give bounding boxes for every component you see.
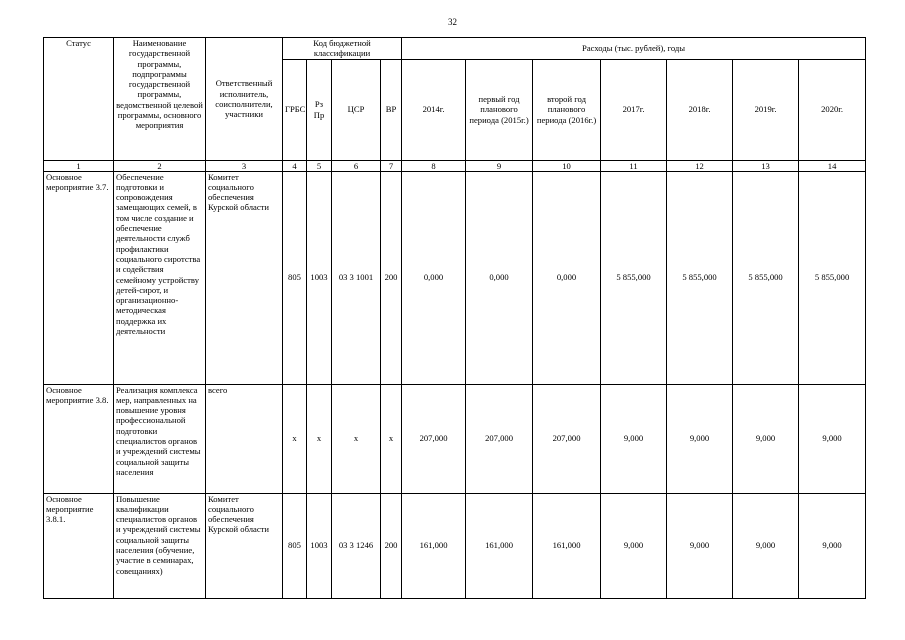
- csr-cell: 03 3 1246: [332, 493, 381, 598]
- header-status: Статус: [44, 38, 114, 161]
- name-cell: Повышение квалификации специалистов органов и учреждений системы социальной защиты населения (обучение, участие в семинарах, совещаниях): [114, 493, 206, 598]
- status-cell: Основное мероприятие 3.8.1.: [44, 493, 114, 598]
- expense-2020-cell: 5 855,000: [799, 171, 866, 384]
- grbs-cell: 805: [283, 493, 307, 598]
- header-vr: ВР: [381, 59, 402, 160]
- csr-cell: 03 3 1001: [332, 171, 381, 384]
- header-rzpr: Рз Пр: [307, 59, 332, 160]
- column-number: 1: [44, 160, 114, 171]
- expense-2014-cell: 207,000: [402, 384, 466, 493]
- expense-2018-cell: 5 855,000: [667, 171, 733, 384]
- header-csr: ЦСР: [332, 59, 381, 160]
- expense-2019-cell: 5 855,000: [733, 171, 799, 384]
- expense-2016-cell: 207,000: [533, 384, 601, 493]
- expense-2019-cell: 9,000: [733, 384, 799, 493]
- rzpr-cell: 1003: [307, 171, 332, 384]
- responsible-cell: всего: [206, 384, 283, 493]
- expense-2015-cell: 0,000: [466, 171, 533, 384]
- expense-2020-cell: 9,000: [799, 493, 866, 598]
- budget-table: [43, 37, 866, 599]
- header-2016: второй год планового периода (2016г.): [533, 59, 601, 160]
- vr-cell: 200: [381, 171, 402, 384]
- header-grbs: ГРБС: [283, 59, 307, 160]
- name-cell: Реализация комплекса мер, направленных на повышение уровня профессиональной подготовки специалистов органов и учреждений системы социальной защиты населения: [114, 384, 206, 493]
- column-number: 9: [466, 160, 533, 171]
- column-number: 6: [332, 160, 381, 171]
- expense-2014-cell: 161,000: [402, 493, 466, 598]
- vr-cell: x: [381, 384, 402, 493]
- expense-2016-cell: 161,000: [533, 493, 601, 598]
- expense-2020-cell: 9,000: [799, 384, 866, 493]
- grbs-cell: 805: [283, 171, 307, 384]
- header-expenses: Расходы (тыс. рублей), годы: [402, 38, 866, 60]
- column-number: 13: [733, 160, 799, 171]
- name-cell: Обеспечение подготовки и сопровождения замещающих семей, в том числе создание и обеспечение деятельности служб профилактики социального сиротства и содействия семейному устройству детей-сирот, и организационно-методическая поддержка их деятельности: [114, 171, 206, 384]
- header-name: Наименование государственной программы, подпрограммы государственной программы, ведомственной целевой программы, основного мероприятия: [114, 38, 206, 161]
- expense-2015-cell: 161,000: [466, 493, 533, 598]
- expense-2017-cell: 5 855,000: [601, 171, 667, 384]
- table-row-3-8-1: [44, 493, 866, 598]
- page-number: 32: [448, 17, 457, 27]
- csr-cell: x: [332, 384, 381, 493]
- column-number: 10: [533, 160, 601, 171]
- status-cell: Основное мероприятие 3.7.: [44, 171, 114, 384]
- rzpr-cell: x: [307, 384, 332, 493]
- responsible-cell: Комитет социального обеспечения Курской области: [206, 493, 283, 598]
- header-2015: первый год планового периода (2015г.): [466, 59, 533, 160]
- column-number: 4: [283, 160, 307, 171]
- column-number: 8: [402, 160, 466, 171]
- column-number-row: [44, 160, 866, 171]
- expense-2015-cell: 207,000: [466, 384, 533, 493]
- header-2020: 2020г.: [799, 59, 866, 160]
- rzpr-cell: 1003: [307, 493, 332, 598]
- table-row-3-8: [44, 384, 866, 493]
- column-number: 2: [114, 160, 206, 171]
- table-row-3-7: [44, 171, 866, 384]
- header-2017: 2017г.: [601, 59, 667, 160]
- column-number: 11: [601, 160, 667, 171]
- status-cell: Основное мероприятие 3.8.: [44, 384, 114, 493]
- expense-2017-cell: 9,000: [601, 493, 667, 598]
- header-2018: 2018г.: [667, 59, 733, 160]
- expense-2018-cell: 9,000: [667, 493, 733, 598]
- vr-cell: 200: [381, 493, 402, 598]
- expense-2014-cell: 0,000: [402, 171, 466, 384]
- expense-2016-cell: 0,000: [533, 171, 601, 384]
- expense-2018-cell: 9,000: [667, 384, 733, 493]
- header-2019: 2019г.: [733, 59, 799, 160]
- responsible-cell: Комитет социального обеспечения Курской области: [206, 171, 283, 384]
- grbs-cell: x: [283, 384, 307, 493]
- column-number: 12: [667, 160, 733, 171]
- column-number: 7: [381, 160, 402, 171]
- column-number: 14: [799, 160, 866, 171]
- header-2014: 2014г.: [402, 59, 466, 160]
- column-number: 3: [206, 160, 283, 171]
- column-number: 5: [307, 160, 332, 171]
- expense-2017-cell: 9,000: [601, 384, 667, 493]
- header-budget-classification: Код бюджетной классификации: [283, 38, 402, 60]
- expense-2019-cell: 9,000: [733, 493, 799, 598]
- header-responsible: Ответственный исполнитель, соисполнители, участники: [206, 38, 283, 161]
